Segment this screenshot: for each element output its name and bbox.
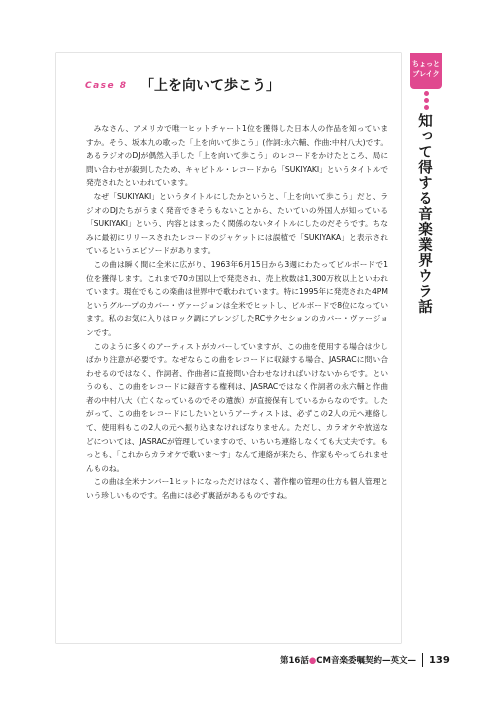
content-panel xyxy=(56,53,401,643)
page-number: 139 xyxy=(428,654,450,666)
paragraph: この曲は瞬く間に全米に広がり、1963年6月15日から3週にわたってビルボードで1位を獲得します。これまで70カ国以上で発売され、売上枚数は1,300万枚以上といわれています。現在でもこの楽曲は世界中で歌われています。特に1995年に発売された4PMというグループのカバー・ヴァージョンは全米でヒットし、ビルボードで8位になっています。私のお気に入りはロック調にアレンジしたRCサクセションのカバー・ヴァージョンです。 xyxy=(86,259,388,337)
article-body xyxy=(86,122,388,503)
footer-chapter xyxy=(280,654,416,666)
dot-icon xyxy=(424,98,429,103)
footer-divider xyxy=(422,653,423,667)
chapter-title: CM音楽委嘱契約—英文— xyxy=(316,656,416,666)
paragraph: みなさん、アメリカで唯一ヒットチャート1位を獲得した日本人の作品を知っていますか。そう、坂本九の歌った「上を向いて歩こう」(作詞:永六輔、作曲:中村八大)です。あるラジオのDJが偶然入手した「上を向いて歩こう」のレコードをかけたところ、局に問い合わせが殺到したため、キャピトル・レコードから「SUKIYAKI」というタイトルで発売されたといわれています。 xyxy=(86,124,388,188)
bullet-icon: ● xyxy=(308,656,317,666)
page-footer xyxy=(280,651,480,669)
paragraph: このように多くのアーティストがカバーしていますが、この曲を使用する場合は少しばかり注意が必要です。なぜならこの曲をレコードに収録する場合、JASRACに問い合わせるのではなく、作詞者、作曲者に直接問い合わせなければいけないからです。というのも、この曲をレコードに録音する権利は、JASRACではなく作詞者の永六輔と作曲者の中村八大（亡くなっているのでその遺族）が直接保有しているからなのです。したがって、この曲をレコードにしたいというアーティストは、必ずこの2人の元へ連絡して、使用料もこの2人の元へ振り込まなければなりません。ただし、カラオケや放送などについては、JASRACが管理していますので、いちいち連絡しなくても大丈夫です。もっとも、「これからカラオケで歌いま〜す」なんて連絡が来たら、作家もやってられませんものね。 xyxy=(86,341,388,473)
section-tab-line: ブレイク xyxy=(412,69,440,78)
dot-icon xyxy=(424,105,429,110)
case-header xyxy=(56,53,401,101)
section-tab xyxy=(410,53,442,89)
side-column xyxy=(410,53,442,653)
section-title: 知って得する音楽業界ウラ話 xyxy=(416,113,432,315)
case-title: 「上を向いて歩こう」 xyxy=(140,78,280,94)
paragraph: なぜ「SUKIYAKI」というタイトルにしたかというと、「上を向いて歩こう」だと、ラジオのDJたちがうまく発音できそうもないことから、たいていの外国人が知っている「SUKIYAKI」という、内容とはまったく関係のないタイトルにしたのだそうです。ちなみに最初にリリースされたレコードのジャケットには誤植で「SUKIYAKA」と表示されているというエピソードがあります。 xyxy=(86,191,388,256)
dot-icon xyxy=(424,91,429,96)
case-label: Case 8 xyxy=(85,81,128,91)
chapter-prefix: 第16話 xyxy=(280,656,309,666)
section-tab-line: ちょっと xyxy=(412,60,440,68)
paragraph: この曲は全米ナンバー1ヒットになっただけはなく、著作権の管理の仕方も個人管理という珍しいものです。名曲には必ず裏話があるものですね。 xyxy=(86,477,388,501)
